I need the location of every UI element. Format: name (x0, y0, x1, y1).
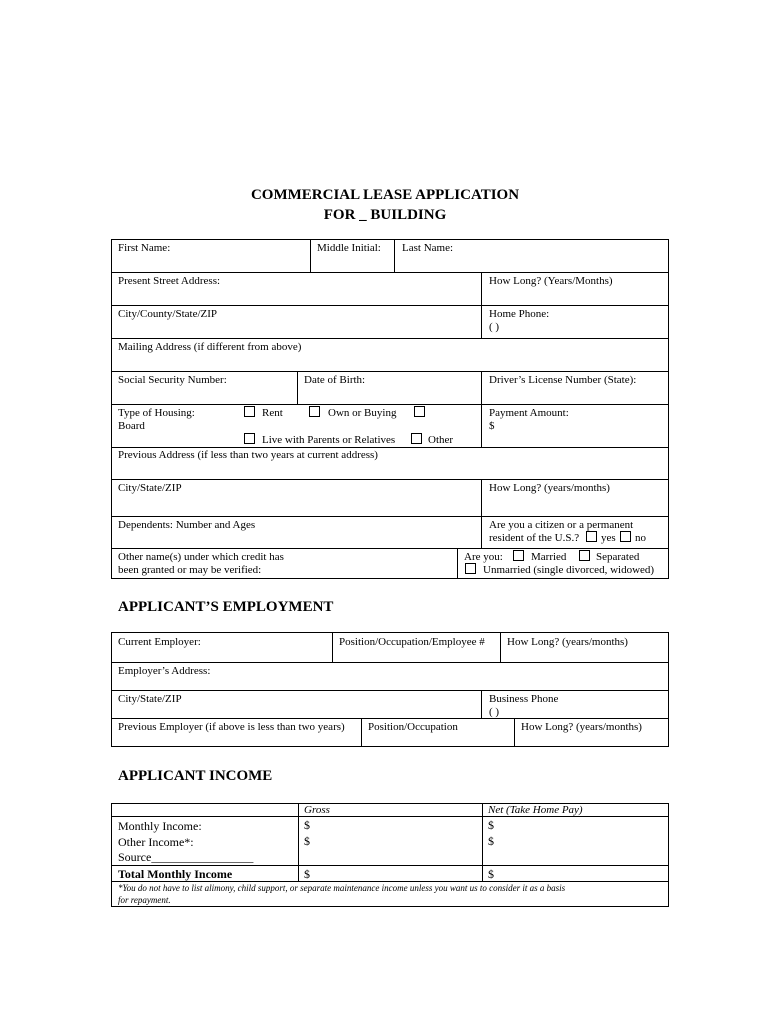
live-parents-label: Live with Parents or Relatives (262, 434, 396, 446)
citizen-question-line1: Are you a citizen or a permanent (489, 519, 634, 531)
other-housing-checkbox[interactable] (411, 433, 422, 444)
prev-city-state-zip-label: City/State/ZIP (118, 482, 182, 494)
employer-address-label: Employer’s Address: (118, 665, 211, 677)
total-gross-dollar: $ (304, 867, 310, 881)
row-divider (111, 865, 669, 866)
are-you-label: Are you: (464, 551, 503, 563)
form-title-line1: COMMERCIAL LEASE APPLICATION (250, 187, 520, 203)
divider (481, 479, 482, 516)
other-names-line1: Other name(s) under which credit has (118, 551, 284, 563)
divider (481, 305, 482, 338)
divider (394, 239, 395, 272)
citizen-no-checkbox[interactable] (620, 531, 631, 542)
divider (514, 718, 515, 747)
row-divider (111, 662, 669, 663)
monthly-income-label: Monthly Income: (118, 819, 202, 833)
payment-amount-label: Payment Amount: (489, 407, 569, 419)
previous-how-long-label: How Long? (years/months) (521, 721, 642, 733)
dob-label: Date of Birth: (304, 374, 366, 386)
married-checkbox[interactable] (513, 550, 524, 561)
divider (361, 718, 362, 747)
row-divider (111, 404, 669, 405)
divider (457, 548, 458, 579)
row-divider (111, 479, 669, 480)
divider (298, 803, 299, 881)
total-income-label: Total Monthly Income (118, 867, 233, 881)
rent-label: Rent (262, 407, 283, 419)
business-phone-area-code: ( ) (489, 706, 500, 718)
middle-initial-label: Middle Initial: (317, 242, 381, 254)
separated-label: Separated (596, 551, 640, 563)
citizen-yes-label: yes (601, 532, 616, 544)
own-label: Own or Buying (328, 407, 397, 419)
row-divider (111, 816, 669, 817)
divider (500, 632, 501, 662)
divider (481, 272, 482, 305)
row-divider (111, 447, 669, 448)
divider (481, 516, 482, 548)
current-employer-label: Current Employer: (118, 636, 201, 648)
prev-how-long-label: How Long? (years/months) (489, 482, 610, 494)
employer-city-state-zip-label: City/State/ZIP (118, 693, 182, 705)
mailing-address-label: Mailing Address (if different from above) (118, 341, 302, 353)
citizen-yes-checkbox[interactable] (586, 531, 597, 542)
total-net-dollar: $ (488, 867, 494, 881)
monthly-gross-dollar: $ (304, 818, 310, 832)
housing-type-label: Type of Housing: (118, 407, 195, 419)
divider (332, 632, 333, 662)
net-header: Net (Take Home Pay) (488, 804, 583, 816)
city-county-label: City/County/State/ZIP (118, 308, 218, 320)
married-label: Married (531, 551, 567, 563)
last-name-label: Last Name: (402, 242, 454, 254)
position-employee-label: Position/Occupation/Employee # (339, 636, 485, 648)
divider (481, 371, 482, 404)
income-footnote-line2: for repayment. (118, 895, 171, 905)
ssn-label: Social Security Number: (118, 374, 227, 386)
drivers-license-label: Driver’s License Number (State): (489, 374, 637, 386)
previous-employer-label: Previous Employer (if above is less than two years) (118, 721, 345, 733)
divider (481, 404, 482, 447)
row-divider (111, 338, 669, 339)
dependents-label: Dependents: Number and Ages (118, 519, 256, 531)
employment-how-long-label: How Long? (years/months) (507, 636, 628, 648)
citizen-question-line2: resident of the U.S.? (489, 532, 580, 544)
row-divider (111, 305, 669, 306)
other-income-label: Other Income*: (118, 835, 194, 849)
home-phone-area-code: ( ) (489, 321, 500, 333)
home-phone-label: Home Phone: (489, 308, 550, 320)
row-divider (111, 548, 669, 549)
row-divider (111, 718, 669, 719)
row-divider (111, 272, 669, 273)
income-source-label: Source_________________ (118, 850, 254, 864)
citizen-no-label: no (635, 532, 646, 544)
housing-board-label: Board (118, 420, 145, 432)
how-long-label: How Long? (Years/Months) (489, 275, 613, 287)
other-names-line2: been granted or may be verified: (118, 564, 262, 576)
separated-checkbox[interactable] (579, 550, 590, 561)
previous-address-label: Previous Address (if less than two years at current address) (118, 449, 378, 461)
other-housing-label: Other (428, 434, 454, 446)
income-footnote-line1: *You do not have to list alimony, child support, or separate maintenance income unless you want us to consider it as a basis (118, 883, 566, 893)
divider (310, 239, 311, 272)
other-net-dollar: $ (488, 834, 494, 848)
present-address-label: Present Street Address: (118, 275, 221, 287)
rent-checkbox[interactable] (244, 406, 255, 417)
payment-dollar: $ (489, 420, 495, 432)
income-heading: APPLICANT INCOME (118, 768, 273, 784)
employment-heading: APPLICANT’S EMPLOYMENT (118, 599, 334, 615)
unmarried-label: Unmarried (single divorced, widowed) (483, 564, 655, 576)
other-gross-dollar: $ (304, 834, 310, 848)
divider (482, 803, 483, 881)
own-checkbox[interactable] (309, 406, 320, 417)
unmarried-checkbox[interactable] (465, 563, 476, 574)
row-divider (111, 690, 669, 691)
previous-position-label: Position/Occupation (368, 721, 458, 733)
board-checkbox[interactable] (414, 406, 425, 417)
form-title-line2: FOR _ BUILDING (323, 207, 447, 223)
live-parents-checkbox[interactable] (244, 433, 255, 444)
first-name-label: First Name: (118, 242, 171, 254)
divider (481, 690, 482, 718)
monthly-net-dollar: $ (488, 818, 494, 832)
business-phone-label: Business Phone (489, 693, 559, 705)
row-divider (111, 371, 669, 372)
row-divider (111, 516, 669, 517)
gross-header: Gross (304, 804, 330, 816)
divider (297, 371, 298, 404)
